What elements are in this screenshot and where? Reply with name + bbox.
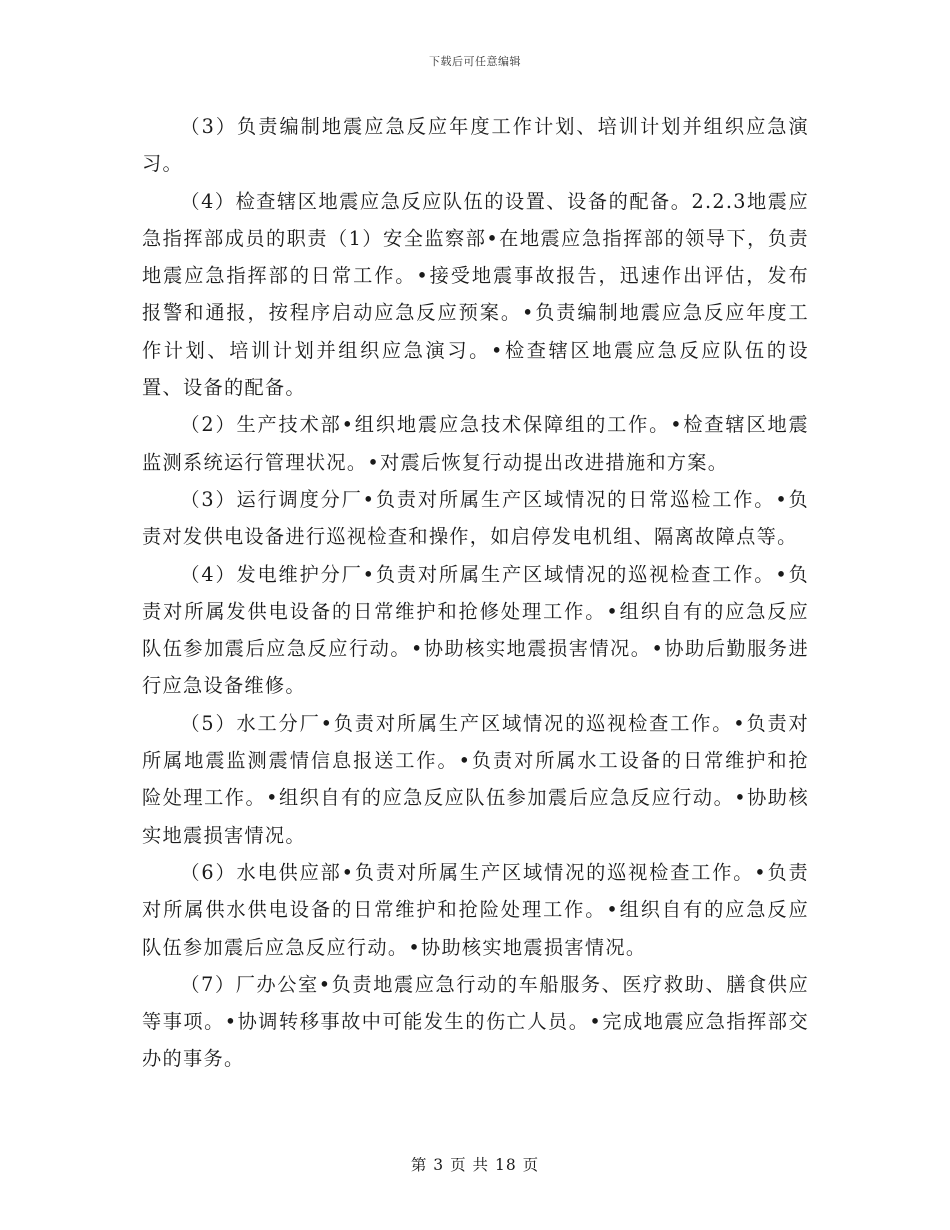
page-label-prefix: 第 bbox=[410, 1156, 428, 1174]
current-page-number: 3 bbox=[433, 1156, 445, 1174]
paragraph: （6）水电供应部•负责对所属生产区域情况的巡视检查工作。•负责对所属供水供电设备的日常维护和抢险处理工作。•组织自有的应急反应队伍参加震后应急反应行动。•协助核实地震损害情况。 bbox=[142, 860, 809, 959]
paragraph: （3）负责编制地震应急反应年度工作计划、培训计划并组织应急演习。 bbox=[142, 115, 809, 176]
paragraph: （3）运行调度分厂•负责对所属生产区域情况的日常巡检工作。•负责对发供电设备进行巡视检查和操作，如启停发电机组、隔离故障点等。 bbox=[142, 487, 809, 549]
paragraph: （2）生产技术部•组织地震应急技术保障组的工作。•检查辖区地震监测系统运行管理状况。•对震后恢复行动提出改进措施和方案。 bbox=[142, 413, 809, 474]
paragraph: （4）检查辖区地震应急反应队伍的设置、设备的配备。2.2.3地震应急指挥部成员的职责（1）安全监察部•在地震应急指挥部的领导下，负责地震应急指挥部的日常工作。•接受地震事故报告，迅速作出评估，发布报警和通报，按程序启动应急反应预案。•负责编制地震应急反应年度工作计划、培训计划并组织应急演习。•检查辖区地震应急反应队伍的设置、设备的配备。 bbox=[142, 189, 809, 400]
page-label-suffix: 页 bbox=[522, 1156, 540, 1174]
page-label-mid: 页 共 bbox=[450, 1156, 490, 1174]
total-pages-number: 18 bbox=[494, 1156, 517, 1174]
paragraph: （4）发电维护分厂•负责对所属生产区域情况的巡视检查工作。•负责对所属发供电设备的日常维护和抢修处理工作。•组织自有的应急反应队伍参加震后应急反应行动。•协助核实地震损害情况。•协助后勤服务进行应急设备维修。 bbox=[142, 562, 809, 698]
paragraph: （5）水工分厂•负责对所属生产区域情况的巡视检查工作。•负责对所属地震监测震情信息报送工作。•负责对所属水工设备的日常维护和抢险处理工作。•组织自有的应急反应队伍参加震后应急反应行动。•协助核实地震损害情况。 bbox=[142, 711, 809, 847]
document-body bbox=[142, 108, 809, 1078]
page-header: 下载后可任意编辑 bbox=[429, 55, 521, 68]
paragraph: （7）厂办公室•负责地震应急行动的车船服务、医疗救助、膳食供应等事项。•协调转移事故中可能发生的伤亡人员。•完成地震应急指挥部交办的事务。 bbox=[142, 972, 809, 1071]
page-footer bbox=[0, 1153, 950, 1175]
